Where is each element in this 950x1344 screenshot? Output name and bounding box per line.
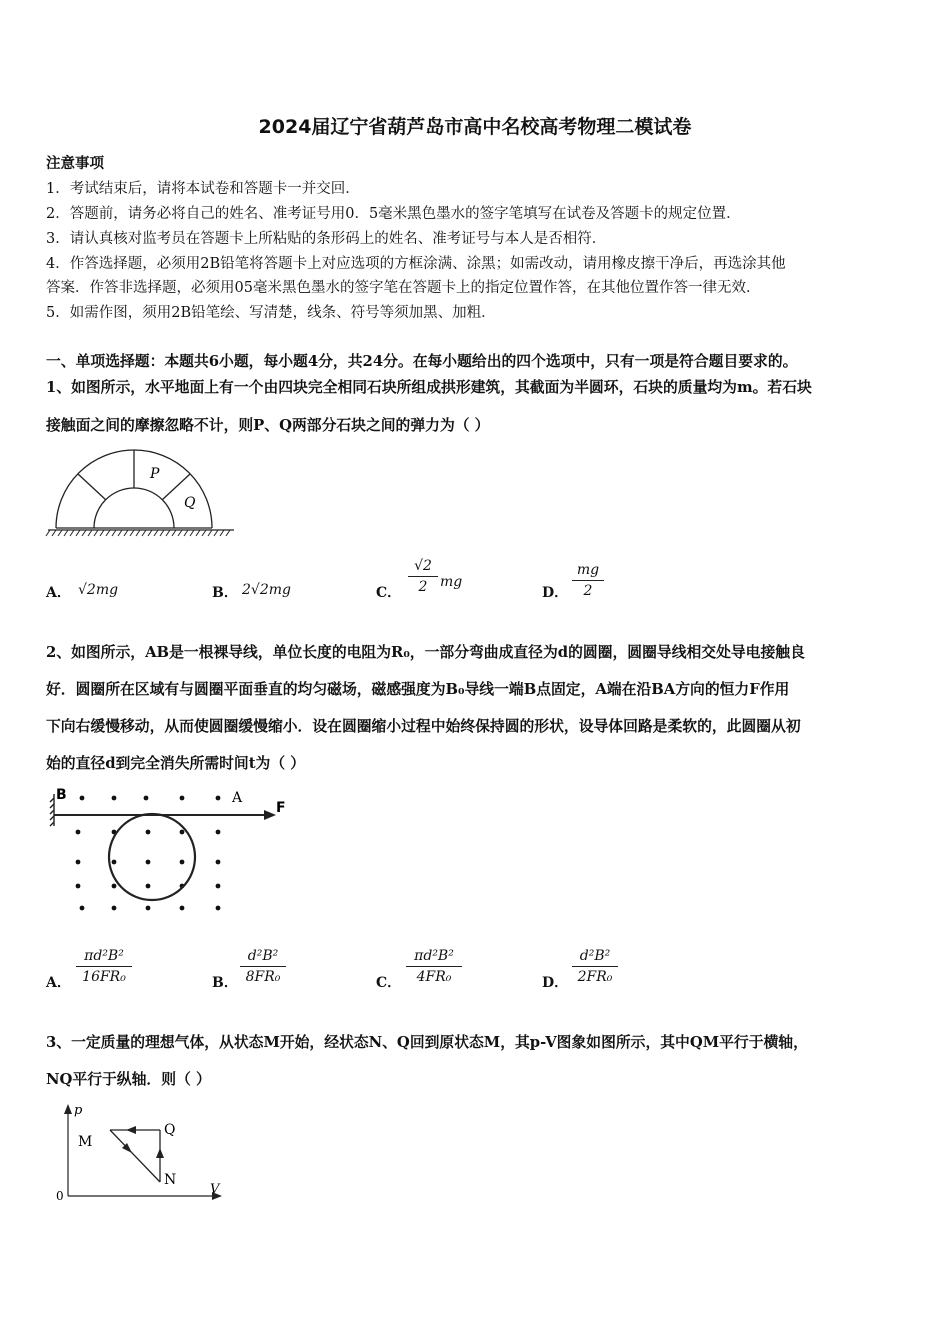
question-3-text: 3、一定质量的理想气体，从状态M开始，经状态N、Q回到原状态M，其p-V图象如图所示，其中QM平行于横轴，: [46, 1034, 808, 1051]
option-b-fraction: [240, 948, 286, 985]
option-c-numerator: πd²B²: [406, 948, 462, 967]
option-d-fraction: [572, 562, 604, 599]
option-a-label[interactable]: A．: [46, 585, 71, 601]
option-c-fraction: [408, 558, 438, 595]
notice-item: 2．答题前，请务必将自己的姓名、准考证号用0．5毫米黑色墨水的签字笔填写在试卷及答题卡的规定位置．: [46, 206, 741, 222]
question-3-text: NQ平行于纵轴．则（ ）: [46, 1071, 211, 1088]
label-m: M: [78, 1134, 93, 1150]
notice-item: 3．请认真核对监考员在答题卡上所粘贴的条形码上的姓名、准考证号与本人是否相符．: [46, 231, 607, 247]
option-c-denominator: 4FR₀: [416, 969, 452, 985]
label-a: A: [232, 790, 243, 806]
option-d-fraction: [572, 948, 618, 985]
option-a-fraction: [76, 948, 132, 985]
option-d-denominator: 2: [583, 583, 593, 599]
option-b-expr: 2√2mg: [242, 582, 291, 598]
section-heading: 一、单项选择题：本题共6小题，每小题4分，共24分。在每小题给出的四个选项中，只有一项是符合题目要求的。: [46, 353, 798, 370]
label-v-axis: V: [210, 1182, 220, 1197]
label-p: P: [150, 466, 160, 482]
option-c-tail: mg: [440, 574, 463, 590]
label-q: Q: [164, 1122, 176, 1138]
option-b-label[interactable]: B．: [212, 585, 238, 601]
label-b: B: [56, 787, 67, 803]
option-c-label[interactable]: C．: [376, 975, 402, 991]
question-1-text: 1、如图所示，水平地面上有一个由四块完全相同石块所组成拱形建筑，其截面为半圆环，石块的质量均为m。若石块: [46, 379, 812, 396]
label-origin: 0: [56, 1189, 64, 1203]
label-f: F: [276, 800, 286, 816]
option-b-numerator: d²B²: [240, 948, 286, 967]
option-b-denominator: 8FR₀: [245, 969, 281, 985]
option-a-denominator: 16FR₀: [82, 969, 126, 985]
option-a-numerator: πd²B²: [76, 948, 132, 967]
option-d-denominator: 2FR₀: [577, 969, 613, 985]
option-c-fraction: [406, 948, 462, 985]
notice-item: 答案．作答非选择题，必须用05毫米黑色墨水的签字笔在答题卡上的指定位置作答，在其他位置作答一律无效．: [46, 280, 761, 296]
notice-item: 5．如需作图，须用2B铅笔绘、写清楚，线条、符号等须加黑、加粗．: [46, 305, 496, 321]
question-1-text: 接触面之间的摩擦忽略不计，则P、Q两部分石块之间的弹力为（ ）: [46, 417, 490, 434]
option-b-label[interactable]: B．: [212, 975, 238, 991]
notice-item: 1．考试结束后，请将本试卷和答题卡一并交回．: [46, 181, 360, 197]
question-2-text: 下向右缓慢移动，从而使圆圈缓慢缩小．设在圆圈缩小过程中始终保持圆的形状，设导体回路是柔软的，此圆圈从初: [46, 718, 801, 735]
question-2-text: 始的直径d到完全消失所需时间t为（ ）: [46, 755, 306, 772]
label-p-axis: p: [74, 1103, 83, 1118]
option-d-label[interactable]: D．: [542, 585, 569, 601]
question-2-text: 好．圆圈所在区域有与圆圈平面垂直的均匀磁场，磁感强度为B₀导线一端B点固定，A端在沿BA方向的恒力F作用: [46, 681, 790, 698]
label-q: Q: [184, 495, 196, 511]
page-title: 2024届辽宁省葫芦岛市高中名校高考物理二模试卷: [258, 116, 692, 138]
pv-diagram: [50, 1100, 240, 1210]
option-d-numerator: d²B²: [572, 948, 618, 967]
label-n: N: [164, 1172, 177, 1188]
option-d-label[interactable]: D．: [542, 975, 569, 991]
option-c-denominator: 2: [418, 579, 428, 595]
notice-heading: 注意事项: [46, 155, 104, 172]
question-2-text: 2、如图所示，AB是一根裸导线，单位长度的电阻为R₀，一部分弯曲成直径为d的圆圈，圆圈导线相交处导电接触良: [46, 644, 805, 661]
option-c-label[interactable]: C．: [376, 585, 402, 601]
magnetic-field-diagram: [44, 784, 294, 919]
option-d-numerator: mg: [572, 562, 604, 581]
option-c-numerator: √2: [408, 558, 438, 577]
notice-item: 4．作答选择题，必须用2B铅笔将答题卡上对应选项的方框涂满、涂黑；如需改动，请用橡皮擦干净后，再选涂其他: [46, 256, 786, 272]
arch-diagram: [44, 444, 244, 544]
option-a-expr: √2mg: [78, 582, 119, 598]
option-a-label[interactable]: A．: [46, 975, 71, 991]
